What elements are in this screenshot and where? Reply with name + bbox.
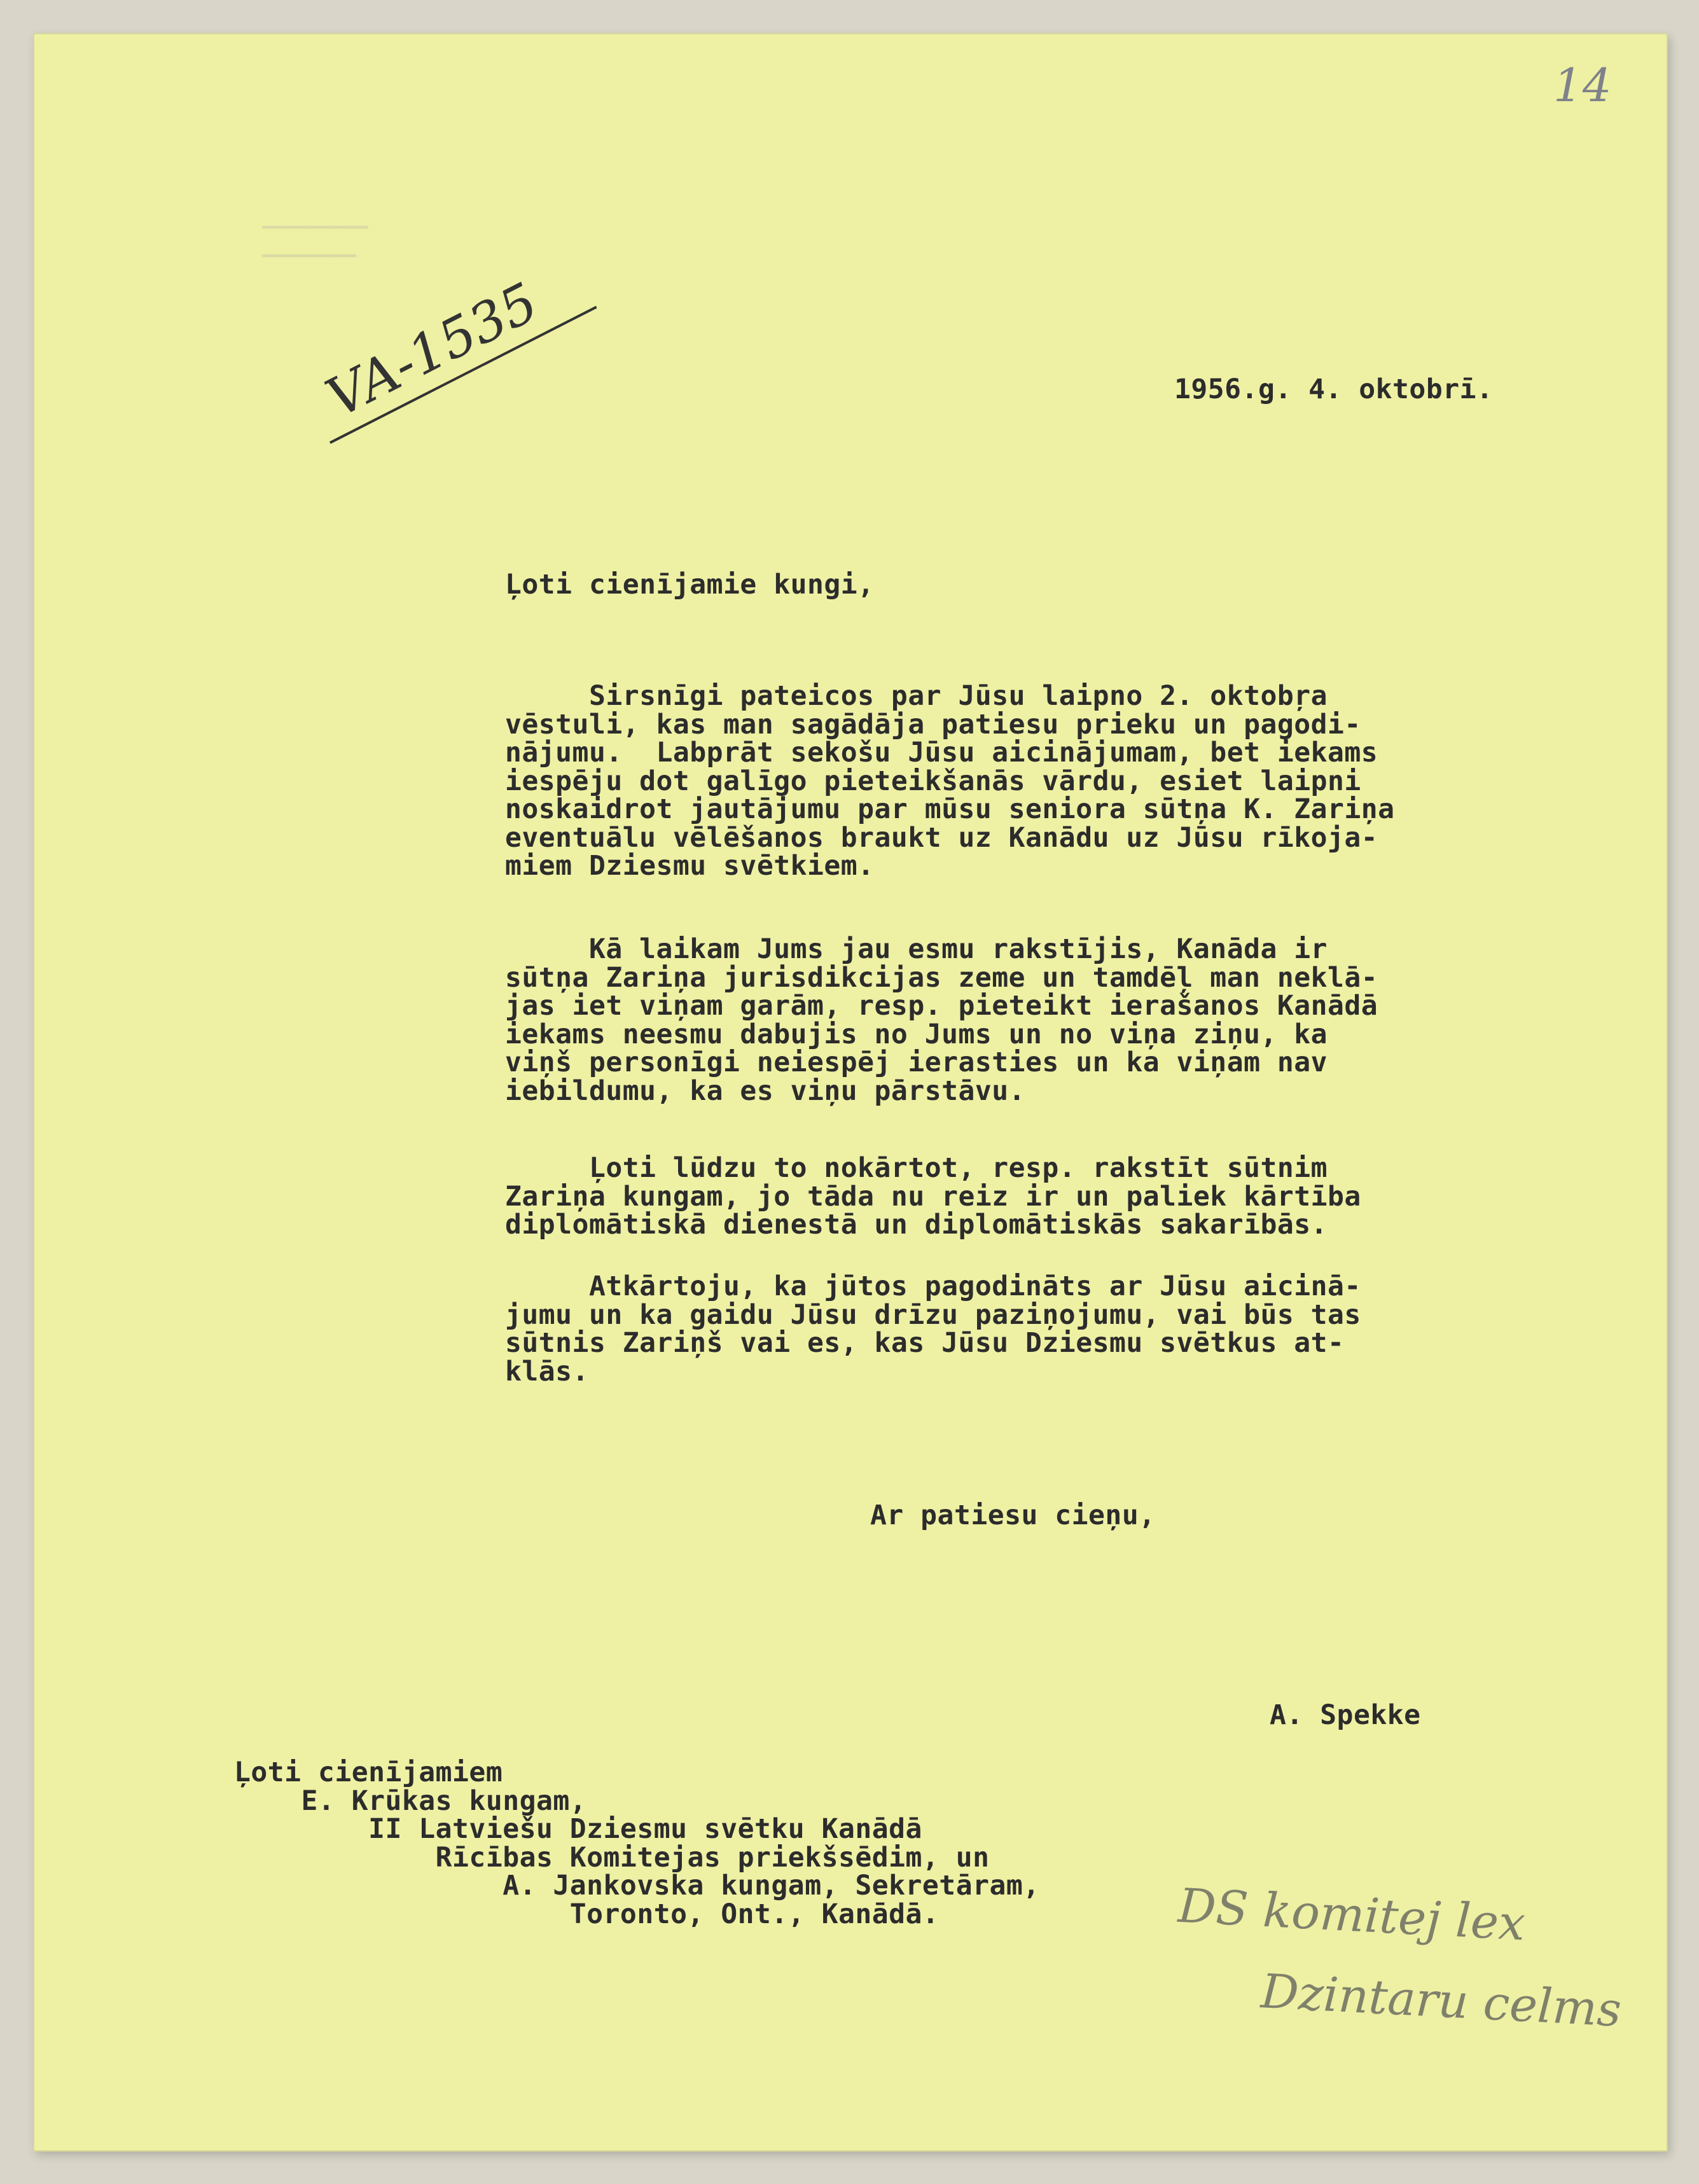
address-block [234,1758,1040,1928]
closing: Ar patiesu cieņu, [870,1499,1156,1531]
paragraph: Ļoti lūdzu to nokārtot, resp. rakstīt sūtnim Zariņa kungam, jo tāda nu reiz ir un paliek kārtība diplomātiskā dienestā un diplomātiskās sakarībās. [505,1152,1361,1241]
paragraph: Atkārtoju, ka jūtos pagodināts ar Jūsu aicinā- jumu un ka gaidu Jūsu drīzu paziņojumu, vai būs tas sūtnis Zariņš vai es, kas Jūsu Dziesmu svētkus at- klās. [505,1270,1361,1388]
bleed-through: ▔▔▔▔▔▔▔▔▔ ▔▔▔▔▔▔▔▔ [262,226,369,277]
address-line: Rīcības Komitejas priekšsēdim, un [234,1841,990,1874]
address-line: E. Krūkas kungam, [234,1784,587,1817]
address-line: Ļoti cienījamiem [234,1756,503,1788]
address-line: A. Jankovska kungam, Sekretāram, [234,1870,1040,1902]
signature: A. Spekke [1270,1699,1421,1731]
handwritten-note-line: DS komitej lex [1177,1878,1527,1952]
handwritten-note-line: Dzintaru celms [1259,1964,1623,2038]
address-line: Toronto, Ont., Kanādā. [234,1898,940,1930]
paragraph: Kā laikam Jums jau esmu rakstījis, Kanāda ir sūtņa Zariņa jurisdikcijas zeme un tamdēļ man neklā- jas iet viņam garām, resp. pieteikt ierašanos Kanādā iekams neesmu dabujis no Jums un no viņa ziņu, ka viņš personīgi neiespēj ierasties un ka viņam nav iebildumu, ka es viņu pārstāvu. [505,933,1378,1107]
page-number: 14 [1553,59,1612,112]
archive-mark: VA-1535 [316,247,597,435]
letter-sheet [33,33,1668,2152]
address-line: II Latviešu Dziesmu svētku Kanādā [234,1813,922,1845]
paragraph: Sirsnīgi pateicos par Jūsu laipno 2. oktobŗa vēstuli, kas man sagādāja patiesu prieku un pagodi- nājumu. Labprāt sekošu Jūsu aicinājumam, bet iekams iespēju dot galīgo pieteikšanās vārdu, esiet laipni noskaidrot jautājumu par mūsu seniora sūtņa K. Zariņa eventuālu vēlēšanos braukt uz Kanādu uz Jūsu rīkoja- miem Dziesmu svētkiem. [505,680,1395,882]
salutation: Ļoti cienījamie kungi, [505,569,875,601]
date: 1956.g. 4. oktobrī. [1174,373,1494,405]
